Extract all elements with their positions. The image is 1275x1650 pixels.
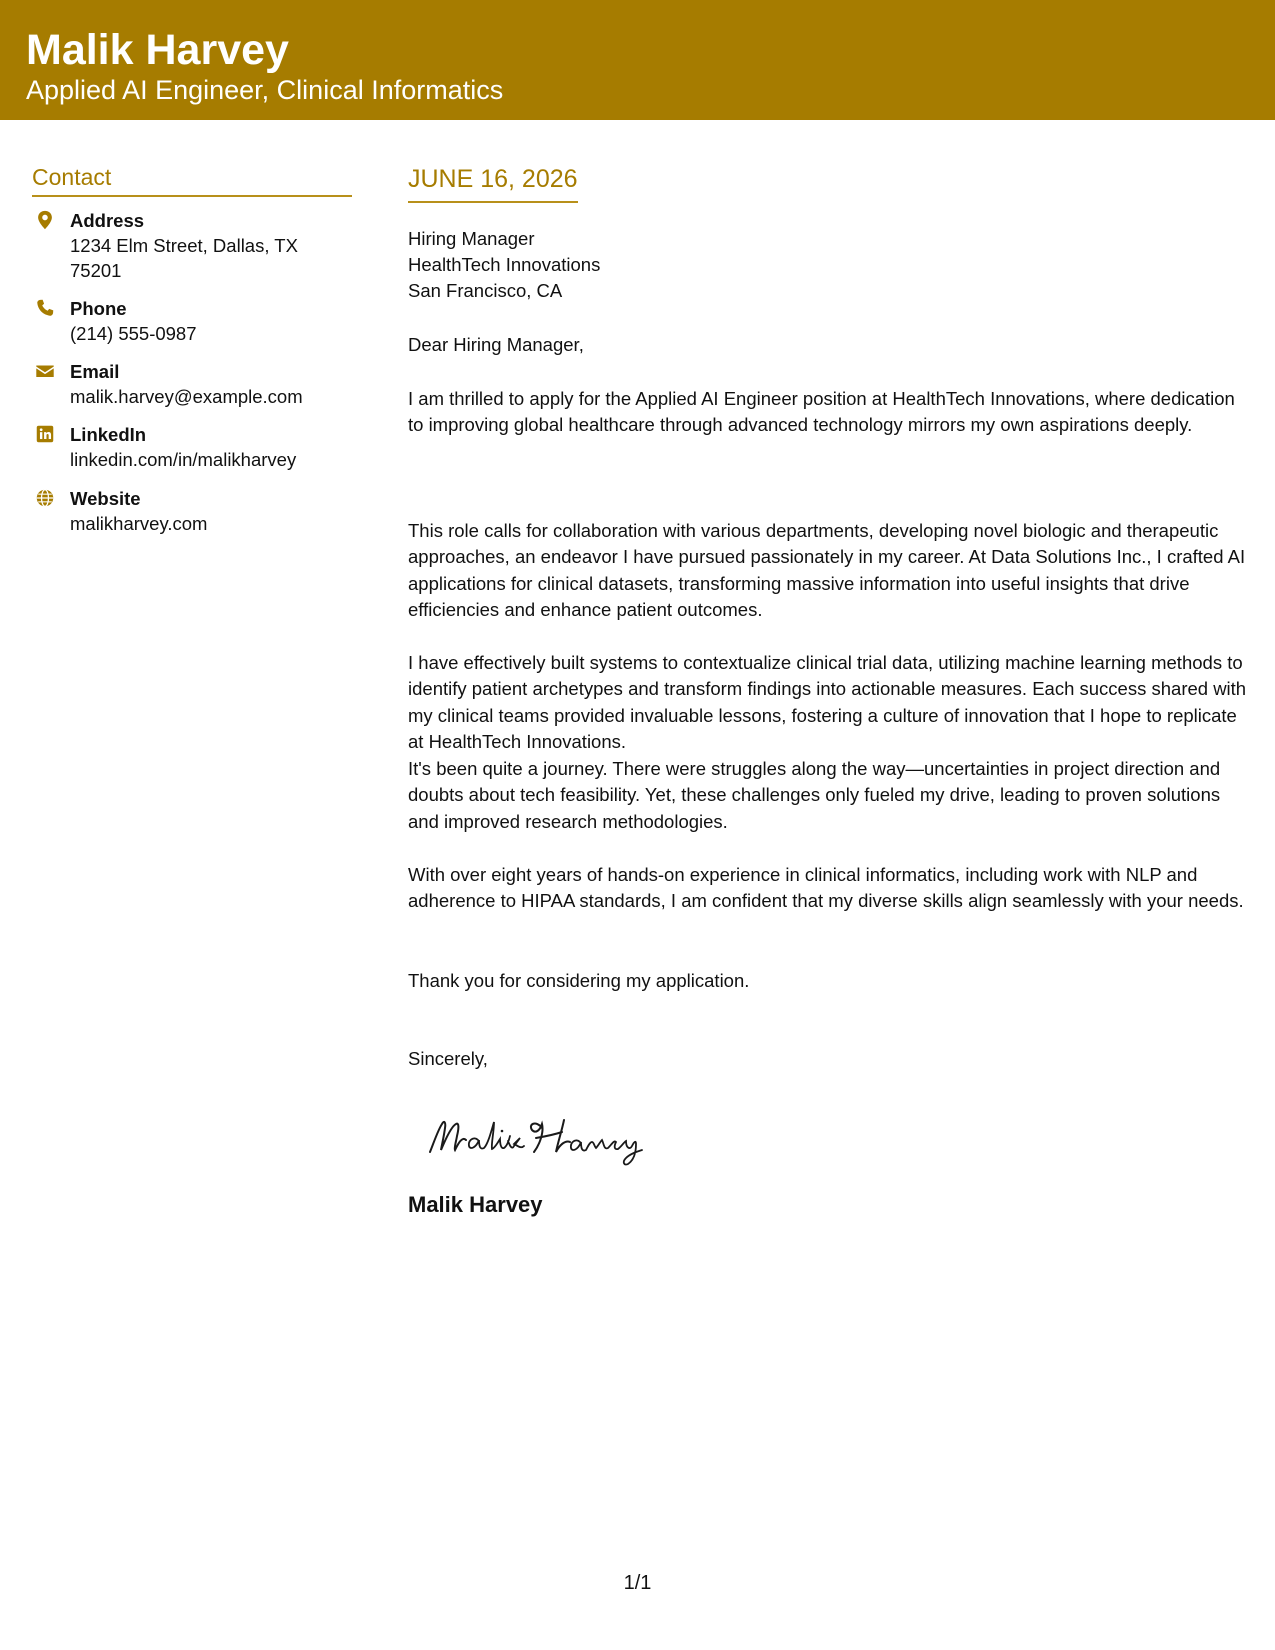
contact-address — [32, 208, 390, 283]
website-label: Website — [70, 488, 141, 509]
recipient-line: San Francisco, CA — [408, 280, 563, 301]
phone-icon — [34, 297, 56, 319]
letter-paragraph: With over eight years of hands-on experience in clinical informatics, including work with NLP and adherence to HIPAA standards, I am confident that my diverse skills align seamlessly with your needs. — [408, 864, 1244, 912]
recipient-block — [408, 226, 1253, 304]
letter-paragraph: I have effectively built systems to contextualize clinical trial data, utilizing machine learning methods to identify patient archetypes and transform findings into actionable measures. Each success shared with my clinical teams provided invaluable lessons, fostering a culture of innovation that I hope to replicate at HealthTech Innovations. — [408, 652, 1247, 753]
letter-paragraph: Thank you for considering my application. — [408, 970, 750, 991]
contact-linkedin — [32, 422, 390, 472]
address-value: 1234 Elm Street, Dallas, TX 75201 — [70, 235, 298, 281]
letter-paragraph: It's been quite a journey. There were struggles along the way—uncertainties in project direction and doubts about tech feasibility. Yet, these challenges only fueled my drive, leading to proven solutions and improved research methodologies. — [408, 758, 1221, 832]
contact-email — [32, 359, 390, 409]
recipient-line: HealthTech Innovations — [408, 254, 601, 275]
website-value: malikharvey.com — [70, 513, 208, 534]
signed-name: Malik Harvey — [408, 1192, 543, 1217]
closing: Sincerely, — [408, 1048, 488, 1069]
linkedin-icon — [34, 423, 56, 445]
phone-label: Phone — [70, 298, 127, 319]
recipient-line: Hiring Manager — [408, 228, 535, 249]
greeting: Dear Hiring Manager, — [408, 334, 584, 355]
globe-icon — [34, 487, 56, 509]
envelope-icon — [34, 360, 56, 382]
applicant-name: Malik Harvey — [26, 26, 289, 74]
letter-date: JUNE 16, 2026 — [408, 162, 578, 203]
handwritten-signature — [424, 1098, 664, 1168]
contact-sidebar — [32, 162, 352, 534]
letter-paragraph: This role calls for collaboration with various departments, developing novel biologic and therapeutic approaches, an endeavor I have pursued passionately in my career. At Data Solutions Inc., I crafted AI applications for clinical datasets, transforming massive information into useful insights that drive efficiencies and enhance patient outcomes. — [408, 520, 1246, 621]
applicant-title: Applied AI Engineer, Clinical Informatics — [26, 75, 504, 105]
phone-value: (214) 555-0987 — [70, 323, 197, 344]
contact-phone — [32, 296, 390, 346]
linkedin-value: linkedin.com/in/malikharvey — [70, 449, 297, 470]
address-label: Address — [70, 210, 145, 231]
letter-paragraph: I am thrilled to apply for the Applied AI Engineer position at HealthTech Innovations, where dedication to improving global healthcare through advanced technology mirrors my own aspirations deeply. — [408, 388, 1235, 436]
page-number: 1/1 — [623, 1572, 652, 1594]
email-label: Email — [70, 361, 120, 382]
linkedin-label: LinkedIn — [70, 424, 147, 445]
letter-body — [408, 162, 1253, 1217]
header-banner — [0, 0, 1275, 120]
email-value: malik.harvey@example.com — [70, 386, 303, 407]
contact-heading: Contact — [32, 162, 352, 197]
map-pin-icon — [34, 209, 56, 231]
contact-website — [32, 486, 390, 536]
